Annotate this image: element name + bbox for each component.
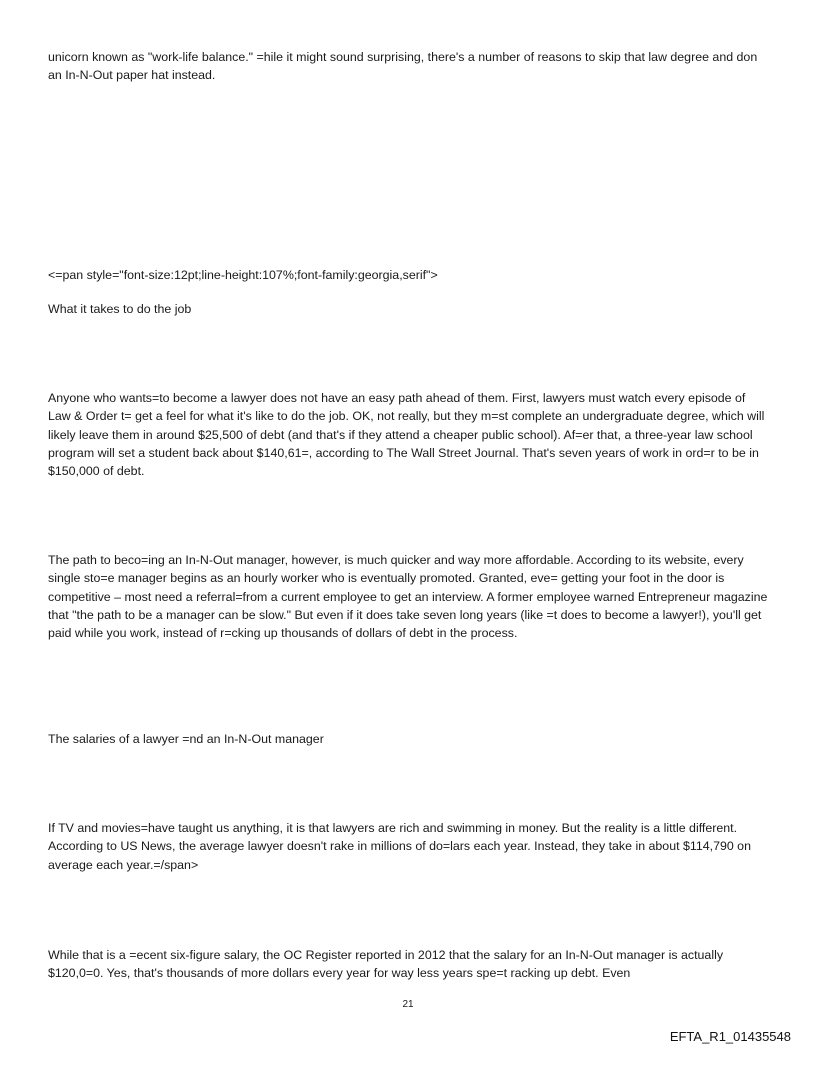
page-number: 21 (402, 999, 414, 1010)
paragraph-manager-path: The path to beco=ing an In-N-Out manager, however, is much quicker and way more affordable. According to its website, every single sto=e manager begins as an hourly worker who is eventually promoted. Granted, eve= getting your foot in the door is competitive – most need a referral=from a current employee to get an interview. A former employee warned Entrepreneur magazine that "the path to be a manager can be slow." But even if it does take seven long years (like =t does to become a lawyer!), you'll get paid while you work, instead of r=cking up thousands of dollars of debt in the process. (48, 553, 768, 641)
section-heading-salaries: The salaries of a lawyer =nd an In-N-Out manager (48, 732, 324, 746)
paragraph-work-life-balance: unicorn known as "work-life balance." =hile it might sound surprising, there's a number of reasons to skip that law degree and don an In-N-Out paper hat instead. (48, 50, 758, 83)
section-heading-what-it-takes: What it takes to do the job (48, 302, 192, 316)
paragraph-lawyer-path: Anyone who wants=to become a lawyer does not have an easy path ahead of them. First, lawyers must watch every episode of Law & Order t= get a feel for what it's like to do the job. OK, not really, but they m=st complete an undergraduate degree, which will likely leave them in around $25,500 of debt (and that's if they attend a cheaper public school). Af=er that, a three-year law school program will set a student back about $140,61=, according to The Wall Street Journal. That's seven years of work in ord=r to be in $150,000 of debt. (48, 391, 765, 479)
document-id: EFTA_R1_01435548 (669, 1029, 791, 1044)
paragraph-span-markup: <=pan style="font-size:12pt;line-height:107%;font-family:georgia,serif"> (48, 268, 438, 282)
paragraph-manager-salary: While that is a =ecent six-figure salary, the OC Register reported in 2012 that the salary for an In-N-Out manager is actually $120,0=0. Yes, that's thousands of more dollars every year for way less years spe=t racking up debt. Even (48, 948, 724, 981)
paragraph-lawyer-salary: If TV and movies=have taught us anything, it is that lawyers are rich and swimming in money. But the reality is a little different. According to US News, the average lawyer doesn't rake in millions of do=lars each year. Instead, they take in about $114,790 on average each year.=/span> (48, 821, 751, 872)
